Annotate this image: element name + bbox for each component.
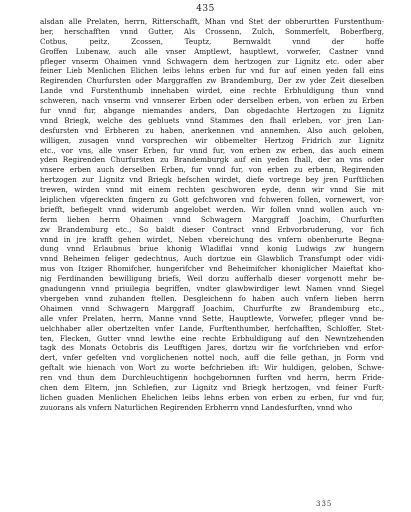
text-line: briefft, befiegelt vnnd widerumb angelobet werden. Wir follen vnnd wollen auch vn- <box>40 204 384 214</box>
signature-mark: 335 <box>316 500 333 508</box>
text-line: hertzogen zur Lignitz vnd Briegk befschen wirdet, diefe vortrege bey jren Furftlichen <box>40 175 384 185</box>
text-line: leiplichen vfgereckten fingern zu Gott gefchworen vnd fchweren follen, vornewert, vor- <box>40 195 384 205</box>
text-line: tagk des Monats Octobris dis Leufftigen Jares, dortzu wir fie vorfchrieben vnd erfor- <box>40 343 384 353</box>
text-line: fur vnnd fur, abgange niemandes anders, Dan obgedachte Hertzogen zu Lignitz <box>40 106 384 116</box>
text-line: Ohaimen vnnd Schwagern Marggraff Joachim, Churfurfte zw Brandemburg etc., <box>40 303 384 313</box>
text-line: vnnd Briegk, welche des gebluets vnnd Stammes den fhall erleben, vor jren Lan- <box>40 115 384 125</box>
text-line: ber, herschafften vnnd Gutter, Als Crossenn, Zulch, Sommerfelt, Boberfberg, <box>40 26 384 36</box>
text-line: geftalt wie hienach von Wort zu worte befchrieben ift: Wir huldigen, geloben, Schwe- <box>40 363 384 373</box>
text-line: zuuorans als vnfern Naturlichen Regirenden Erbherrn vnnd Landesfurften, vnnd who <box>40 402 353 412</box>
text-line: vnnd in jre krafft gehen wirdet, Neben vbereichung des vnfern obenberurte Begna- <box>40 234 384 244</box>
text-line: gnadungenn vnnd priuilegia begriffen, vndter glawbwirdiger lewt Namen vnnd Siegel <box>40 284 384 294</box>
body-text <box>40 17 384 413</box>
text-line: Groffen Lubenaw, auch alle vnser Amptlewt, hauptlewt, vorwefer, Castner vnnd <box>40 46 384 56</box>
text-line: mus von Itziger Rhomifcher, hungerifcher vnd Beheimifcher khoniglicher Maieftat kho- <box>40 264 384 274</box>
text-line: alle vnfer Prelaten, herrn, Manne vnnd Sette, Hauptlewte, Vorwefer, pfleger vnnd be- <box>40 313 384 323</box>
text-line: yden Regirenden Churfursten zu Brandemburgk auf ein yeden fhall, der an vns oder <box>40 155 384 165</box>
text-line: dung vnnd Erlaubnus briue khonig Wladiflai vnnd konig Ludwigs zw hungern <box>40 244 384 254</box>
text-line: vnnd Beheimen feliger gedechtnus, Auch dortzue ein Glawblich Transfumpt oder vidi- <box>40 254 384 264</box>
text-line: ten, Flecken, Gutter vnnd lewthe eine rechte Erbhuldigung auf den Newntzehenden <box>40 333 384 343</box>
text-line: ferm lieben herrn Ohaimen vnnd Schwagern Marggraff Joachim, Churfurften <box>40 214 384 224</box>
text-line: nig Ferdinanden bewilligung briefs, Weil dorzu aufferhalb dieser vorgenott mehr be- <box>40 274 384 284</box>
text-line: vbergeben vnnd zuhanden ftellen. Desgleichenn fo haben auch vnfern lieben herrn <box>40 293 384 303</box>
text-line: dert, vnfer gefelten vnd vorglichenen nottel noch, auff die felle gethan, jn Form vnd <box>40 353 384 363</box>
text-line: willigen, zusagen vnnd vorsprechen wir obbemelter Hertzog Fridrich zur Lignitz <box>40 135 384 145</box>
text-line: etc., vor vns, alle vnser Erben, fur vnnd fur, von erben zw erben, das auch einem <box>40 145 384 155</box>
text-line: alsdan alle Prelaten, herrn, Ritterschafft, Mhan vnd Stet der obberurtten Furstenthum- <box>40 17 384 26</box>
text-line: Lande vnd Furstenthumb innehaben wirdet, eine rechte Erbhuldigung thun vnnd <box>40 86 384 96</box>
text-line: vnsere erben auch derselben Erben, fur vnnd fur, von erben zu erbenn, Regirenden <box>40 165 384 175</box>
text-line: desfursten vnd Erbheren zu haben, anerkennen vnd annemhen. Also auch geloben, <box>40 125 384 135</box>
text-line: pfleger vnserm Ohaimen vnnd Schwagern dem hertzogen zur Lignitz etc. oder aber <box>40 56 384 66</box>
text-line: lichen guaden Menlichen Ehelichen leibs lehns erben von erben zu erben, fur vnd fur, <box>40 392 384 402</box>
text-line: zw Brandemburg etc., So baldt dieser Contract vnnd Erbvorbruderung, vor fich <box>40 224 384 234</box>
text-line: Regirenden Churfursten oder Marggraffen zw Brandemburg, Der zw yder Zeit dieselben <box>40 76 384 86</box>
text-line: schweren, nach vnserm vnd vnnserer Erben oder derselben erben, von erben zu Erben <box>40 96 384 106</box>
text-line: Cotbus, peitz, Zcossen, Teuptz, Bernwaldt vnnd der hoffe <box>40 36 384 46</box>
page-number: 435 <box>196 4 215 14</box>
text-line: feiner Lieb Menlichen Elichen leibs lehns erben fur vnd fur auf einen yeden fall eins <box>40 66 384 76</box>
text-line: ren vnd thun dem Durchleuchtigenn hochgebornnen furften vnd herrn, herrn Fride- <box>40 373 384 383</box>
text-line: uelchhaber aller obertzelten vnfer Lande, Furftenthumber, herfchafften, Schloffer, Stet- <box>40 323 384 333</box>
text-line: chen dem Eltern, jnn Schlefien, zur Lignitz vnd Briegk hertzogen, vnd feiner Furft- <box>40 382 384 392</box>
text-line: trewen, wirden vnnd mit einem rechten geschworen eyde, denn wir vnnd Sie mit <box>40 185 384 195</box>
